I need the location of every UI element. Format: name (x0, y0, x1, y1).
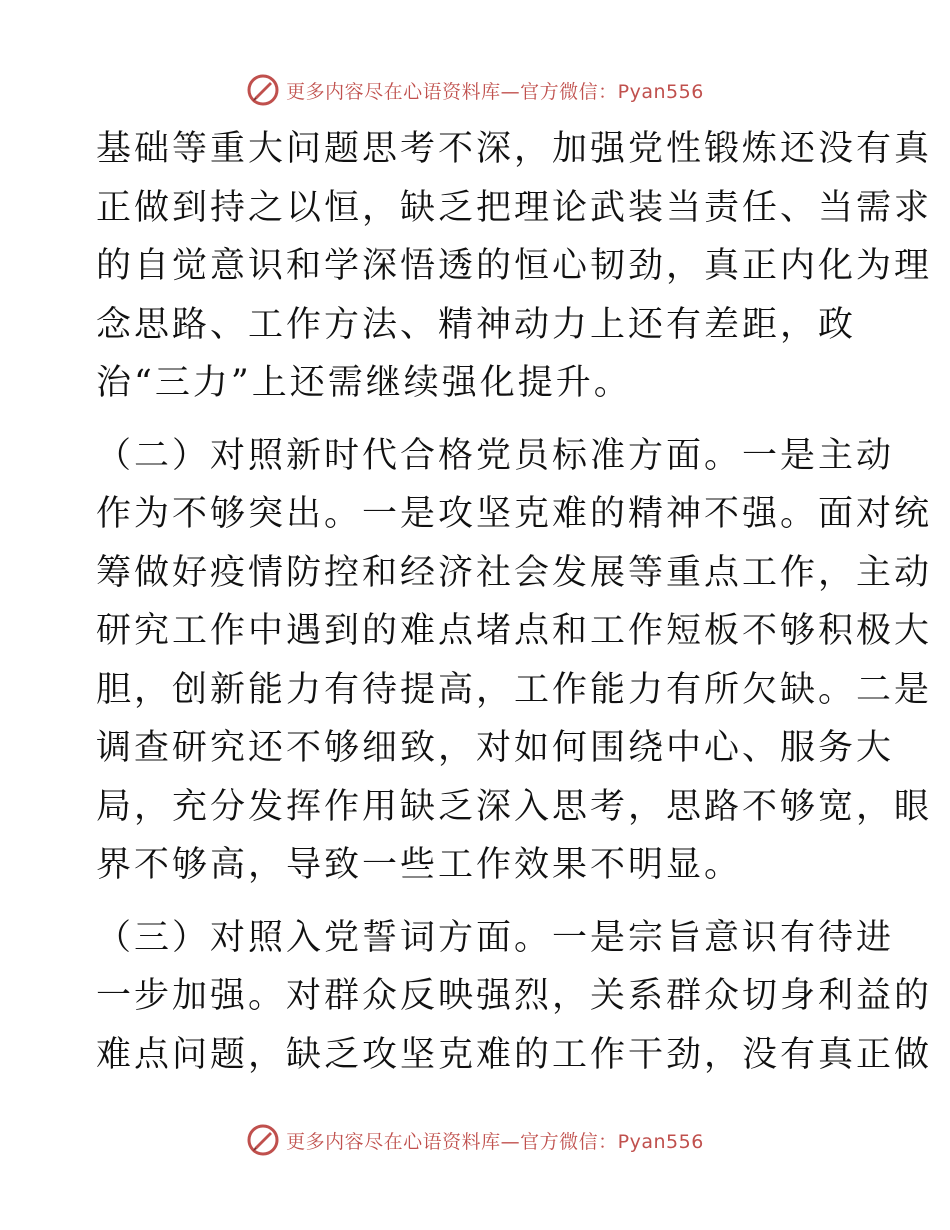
text-line: 的自觉意识和学深悟透的恒心韧劲，真正内化为理 (96, 246, 933, 286)
header-banner (0, 70, 950, 110)
text-line: 念思路、工作方法、精神动力上还有差距，政 (96, 304, 857, 345)
text-line: （三）对照入党誓词方面。一是宗旨意识有待进 (96, 917, 895, 958)
paragraph-3 (96, 909, 933, 1085)
text-line: 作为不够突出。一是攻坚克难的精神不强。面对统 (96, 494, 933, 534)
text-line: 治“三力”上还需继续强化提升。 (96, 363, 632, 403)
text-line: 基础等重大问题思考不深，加强党性锻炼还没有真 (96, 129, 933, 169)
text-line: 研究工作中遇到的难点堵点和工作短板不够积极大 (96, 611, 933, 651)
text-line: （二）对照新时代合格党员标准方面。一是主动 (96, 435, 895, 476)
paragraph-2 (96, 427, 933, 895)
text-line: 筹做好疫情防控和经济社会发展等重点工作，主动 (96, 552, 933, 593)
footer-banner (0, 1120, 950, 1160)
footer-banner-text: 更多内容尽在心语资料库—官方微信：Pyan556 (286, 1130, 704, 1153)
text-line: 局，充分发挥作用缺乏深入思考，思路不够宽，眼 (96, 786, 933, 827)
text-line: 难点问题，缺乏攻坚克难的工作干劲，没有真正做 (96, 1034, 933, 1075)
text-line: 正做到持之以恒，缺乏把理论武装当责任、当需求 (96, 187, 933, 228)
text-line: 调查研究还不够细致，对如何围绕中心、服务大 (96, 728, 895, 768)
quill-pen-logo-icon (246, 1123, 280, 1157)
header-banner-text: 更多内容尽在心语资料库—官方微信：Pyan556 (286, 80, 704, 103)
text-line: 界不够高，导致一些工作效果不明显。 (96, 845, 743, 885)
text-line: 一步加强。对群众反映强烈，关系群众切身利益的 (96, 976, 933, 1016)
quill-pen-logo-icon (246, 73, 280, 107)
document-body (96, 120, 933, 1084)
paragraph-1 (96, 120, 933, 413)
text-line: 胆，创新能力有待提高，工作能力有所欠缺。二是 (96, 669, 933, 710)
